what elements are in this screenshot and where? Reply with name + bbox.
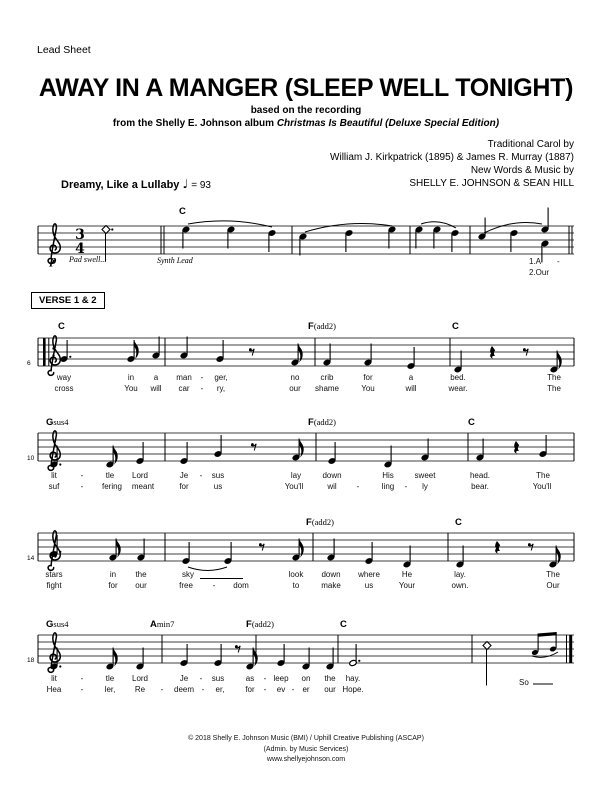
lyric-syllable: us (364, 581, 374, 590)
lyric-text: So (519, 678, 529, 687)
lyric-syllable: will (150, 384, 162, 393)
lyric-syllable: - (80, 471, 84, 480)
lyric-syllable: The (547, 384, 561, 393)
chord-suffix: (add2) (311, 517, 334, 527)
lyric-syllable: The (536, 471, 550, 480)
lyric-syllable: bed. (450, 373, 466, 382)
lyric-syllable: The (546, 570, 560, 579)
lyric-syllable: lit (51, 471, 57, 480)
copyright-line: © 2018 Shelly E. Johnson Music (BMI) / Uphill Creative Publishing (ASCAP) (188, 735, 424, 742)
admin-line: (Admin. by Music Services) (263, 745, 349, 753)
lyric-syllable: er (302, 685, 310, 694)
chord-suffix: min7 (156, 619, 175, 629)
lyric-syllable: crib (320, 373, 334, 382)
lyric-syllable: You'll (284, 482, 304, 491)
lyric-syllable: - (291, 685, 295, 694)
lyric-syllable: Lord (131, 674, 149, 683)
lyric-syllable: down (322, 471, 342, 480)
lyric-syllable: - (212, 581, 216, 590)
lyric-syllable: tle (105, 674, 115, 683)
chord-root: F (308, 417, 314, 428)
dynamic-marking: p (50, 252, 57, 267)
lyric-syllable: sweet (414, 471, 436, 480)
lyric-syllable: - (263, 674, 267, 683)
song-title: AWAY IN A MANGER (SLEEP WELL TONIGHT) (38, 74, 574, 102)
chord-root: C (452, 321, 459, 332)
lyric-syllable: way (56, 373, 72, 382)
lyric-syllable: Je (179, 471, 189, 480)
lyric-syllable: our (324, 685, 336, 694)
lyric-syllable: leep (273, 674, 289, 683)
lyric-syllable: wear. (448, 384, 468, 393)
lyric-syllable: us (213, 482, 223, 491)
lyric-syllable: for (108, 581, 118, 590)
treble-clef-icon (48, 531, 60, 570)
lyric-syllable: bear. (471, 482, 489, 491)
lyric-syllable: The (547, 373, 561, 382)
chord-root: C (58, 321, 65, 332)
lyric-text: 1.A (529, 257, 542, 266)
lyric-syllable: on (301, 674, 311, 683)
chord-symbol (246, 619, 274, 630)
lyric-syllable: ry, (216, 384, 226, 393)
lyric-syllable: - (80, 685, 84, 694)
lyric-syllable: to (292, 581, 300, 590)
chord-root: G (46, 619, 54, 630)
chord-symbol (468, 417, 475, 428)
lyric-syllable: - (80, 674, 84, 683)
lyric-syllable: the (135, 570, 147, 579)
lyric-syllable: You (361, 384, 375, 393)
lyric-syllable: fight (46, 581, 62, 590)
lyric-syllable: You (124, 384, 138, 393)
lyric-syllable: as (245, 674, 255, 683)
lyric-syllable: sus (211, 674, 225, 683)
chord-symbol (150, 619, 174, 630)
website-line: www.shellyejohnson.com (266, 756, 346, 763)
lyric-syllable: - (200, 373, 204, 382)
chord-root: G (46, 417, 54, 428)
lyric-syllable: Lord (131, 471, 149, 480)
subtitle-album-prefix: from the Shelly E. Johnson album (112, 118, 277, 129)
credit-line: William J. Kirkpatrick (1895) & James R. Murray (1887) (330, 152, 574, 163)
lyric-syllable: in (109, 570, 117, 579)
sheet-type-label: Lead Sheet (37, 44, 91, 56)
chord-symbol (179, 206, 186, 217)
chord-root: F (308, 321, 314, 332)
lyric-syllable: our (289, 384, 301, 393)
lyric-syllable: Hea (46, 685, 62, 694)
chord-symbol (58, 321, 65, 332)
lyric-syllable: car (178, 384, 190, 393)
lyric-syllable: deem (173, 685, 195, 694)
lyric-syllable: a (408, 373, 414, 382)
quarter-note-icon: ♩ (182, 177, 189, 191)
measure-number: 6 (27, 360, 31, 367)
chord-root: C (455, 517, 462, 528)
chord-symbol (46, 619, 69, 630)
chord-root: F (306, 517, 312, 528)
lyric-syllable: head. (469, 471, 491, 480)
tempo-bpm: = 93 (191, 180, 211, 191)
lyric-syllable: sky (182, 570, 194, 579)
lyric-syllable: Our (546, 581, 560, 590)
lyric-syllable: er, (215, 685, 225, 694)
lyric-syllable: shame (314, 384, 340, 393)
svg-text:3: 3 (75, 227, 85, 244)
lyric-syllable: Hope. (342, 685, 364, 694)
lyric-syllable: - (356, 482, 360, 491)
credit-line: SHELLY E. JOHNSON & SEAN HILL (409, 178, 574, 189)
lyric-syllable: for (363, 373, 373, 382)
lyric-syllable: our (135, 581, 147, 590)
lyric-syllable: sus (211, 471, 225, 480)
lyric-syllable: lay. (454, 570, 466, 579)
measure-number: 18 (27, 657, 35, 664)
subtitle-recording: based on the recording (250, 105, 362, 116)
lyric-syllable: - (199, 674, 203, 683)
lyric-syllable: Je (179, 674, 189, 683)
rehearsal-mark: VERSE 1 & 2 (31, 292, 105, 309)
chord-symbol (455, 517, 462, 528)
chord-symbol (308, 321, 336, 332)
lyric-syllable: lit (51, 674, 57, 683)
chord-suffix: (add2) (313, 321, 336, 331)
lyric-text: - (557, 257, 560, 266)
chord-suffix: sus4 (53, 619, 69, 629)
lyric-syllable: ev (276, 685, 286, 694)
lyric-syllable: make (321, 581, 341, 590)
lyric-syllable: own. (451, 581, 469, 590)
measure-number: 14 (27, 555, 35, 562)
lyric-syllable: - (199, 471, 203, 480)
lyric-syllable: the (324, 674, 336, 683)
chord-suffix: (add2) (251, 619, 274, 629)
performance-text: Synth Lead (157, 256, 193, 265)
credit-line: Traditional Carol by (487, 139, 574, 150)
lyric-syllable: - (404, 482, 408, 491)
chord-root: C (468, 417, 475, 428)
footer-block (0, 734, 612, 766)
lyric-text: 2.Our (529, 268, 550, 277)
chord-root: F (246, 619, 252, 630)
lyric-syllable: no (290, 373, 300, 382)
lyric-syllable: cross (54, 384, 74, 393)
lyric-syllable: down (321, 570, 341, 579)
lyric-syllable: He (401, 570, 413, 579)
lyric-syllable: - (200, 384, 204, 393)
lyric-syllable: hay. (345, 674, 361, 683)
chord-root: A (150, 619, 157, 630)
chord-suffix: sus4 (53, 417, 69, 427)
tempo-text: Dreamy, Like a Lullaby (61, 179, 180, 191)
lyric-syllable: ger, (214, 373, 228, 382)
lyric-syllable: suf (48, 482, 60, 491)
lyric-syllable: a (153, 373, 159, 382)
lyric-syllable: fering (101, 482, 123, 491)
performance-text: Pad swell... (69, 255, 107, 264)
album-title: Christmas Is Beautiful (Deluxe Special Edition) (276, 118, 500, 129)
lyric-syllable: - (80, 482, 84, 491)
lyric-syllable: meant (131, 482, 155, 491)
measure-number: 10 (27, 455, 35, 462)
lyric-syllable: - (160, 685, 164, 694)
lyric-syllable: ly (422, 482, 428, 491)
lyric-syllable: - (201, 685, 205, 694)
chord-symbol (306, 517, 334, 528)
lyric-syllable: free (179, 581, 193, 590)
lyric-syllable: tle (105, 471, 115, 480)
chord-suffix: (add2) (313, 417, 336, 427)
lyric-syllable: ler, (104, 685, 116, 694)
lyric-syllable: where (358, 570, 380, 579)
lyric-syllable: look (288, 570, 304, 579)
lyric-syllable: stars (45, 570, 63, 579)
chord-root: C (340, 619, 347, 630)
svg-text:4: 4 (75, 241, 85, 258)
lyric-syllable: wil (327, 482, 337, 491)
lyric-syllable: Re (134, 685, 146, 694)
lyric-syllable: - (263, 685, 267, 694)
lyric-syllable: will (405, 384, 417, 393)
lyric-syllable: You'll (532, 482, 552, 491)
lyric-syllable: for (179, 482, 189, 491)
chord-symbol (308, 417, 336, 428)
lyric-syllable: ling (381, 482, 395, 491)
chord-root: C (179, 206, 186, 217)
lyric-syllable: Your (398, 581, 416, 590)
chord-symbol (340, 619, 347, 630)
lyric-syllable: lay (290, 471, 302, 480)
lyric-syllable: man (176, 373, 192, 382)
chord-symbol (452, 321, 459, 332)
lyric-syllable: for (245, 685, 255, 694)
lyric-syllable: in (127, 373, 135, 382)
lyric-syllable: dom (233, 581, 249, 590)
lyric-syllable: His (382, 471, 394, 480)
credit-line: New Words & Music by (470, 165, 574, 176)
chord-symbol (46, 417, 69, 428)
